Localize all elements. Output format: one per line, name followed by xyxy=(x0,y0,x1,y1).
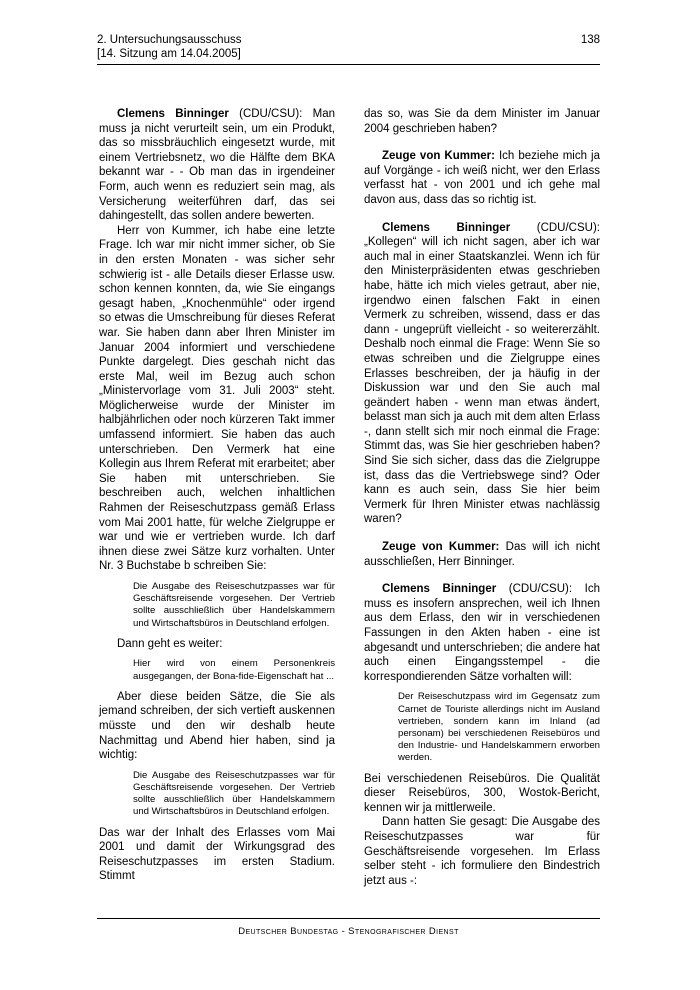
paragraph-text: Das will ich nicht ausschließen, Herr Binninger. xyxy=(364,541,600,568)
left-column xyxy=(99,107,335,884)
paragraph: Das war der Inhalt des Erlasses vom Mai 2001 und damit der Wirkungsgrad des Reiseschutzpasses im ersten Stadium. Stimmt xyxy=(99,826,335,883)
paragraph xyxy=(364,540,600,569)
paragraph xyxy=(364,149,600,207)
paragraph: Bei verschiedenen Reisebüros. Die Qualität dieser Reisebüros, 300, Wostok-Bericht, kennen wir ja mittlerweile. xyxy=(364,772,600,814)
session-info: [14. Sitzung am 14.04.2005] xyxy=(97,48,241,60)
speaker-name: Clemens Binninger xyxy=(382,583,497,596)
paragraph xyxy=(364,221,600,527)
page-header xyxy=(97,33,600,61)
paragraph-text: (CDU/CSU): Ich muss es insofern ansprechen, weil ich Ihnen aus dem Erlass, den wir in verschiedenen Fassungen in den Akten haben - eine ist abgesandt und unterschrieben; die andere hat auch einen Eingangsstempel - die korrespondierenden Sätze vorhalten will: xyxy=(364,583,600,683)
speaker-name: Zeuge von Kummer: xyxy=(382,541,500,554)
right-column xyxy=(364,107,600,888)
paragraph: Aber diese beiden Sätze, die Sie als jemand schreiben, der sich vertieft auskennen müsste und den wir deshalb heute Nachmittag und Abend hier haben, sind ja wichtig: xyxy=(99,690,335,762)
paragraph-text: (CDU/CSU): „Kollegen“ will ich nicht sagen, aber ich war auch mal in einer Staatskanzlei. Wenn ich für den Ministerpräsidenten etwas geschrieben habe, hätte ich mich vieles getraut, aber nie, irgendwo einen falschen Fakt in einen Vermerk zu schreiben, wissend, dass er das dann - ungeprüft vielleicht - so weitererzählt. Deshalb noch einmal die Frage: Wenn Sie so etwas schreiben und die Zielgruppe eines Erlasses beschreiben, der ja häufig in der Diskussion war und den Sie auch mal geändert haben - wenn man etwas ändert, belasst man sich ja auch mit dem alten Erlass -, dann stellt sich mir noch einmal die Frage: Stimmt das, was Sie hier geschrieben haben? Sind Sie sich sicher, dass das die Zielgruppe ist, dass das die Vertriebswege sind? Oder kann es auch sein, dass Sie hier beim Vermerk für Ihren Minister etwas nachlässig waren? xyxy=(364,221,600,526)
block-quote: Die Ausgabe des Reiseschutzpasses war für Geschäftsreisende vorgesehen. Der Vertrieb sollte ausschließlich über Handelskammern und Wirtschaftsbüros in Deutschland erfolgen. xyxy=(133,769,335,818)
paragraph-text: (CDU/CSU): Man muss ja nicht verurteilt sein, um ein Produkt, das so missbräuchlich eingesetzt wurde, mit einem Vertriebsnetz, wo die Hälfte dem BKA bekannt war - - Ob man das in irgendeiner Form, auch wenn es reduziert sein mag, als Versicherung weiterführen darf, das sei dahingestellt, das sollen andere bewerten. xyxy=(99,108,335,223)
paragraph: Dann geht es weiter: xyxy=(117,637,223,650)
page-number: 138 xyxy=(580,34,600,46)
paragraph: Herr von Kummer, ich habe eine letzte Frage. Ich war mir nicht immer sicher, ob Sie in den ersten Monaten - was sicher sehr schwierig ist - alle Details dieser Erlasse usw. schon kennen konnten, da, wie Sie eingangs gesagt haben, „Knochenmühle“ oder irgend so etwas die Umschreibung für dieses Referat war. Sie haben dann aber Ihren Minister im Januar 2004 informiert und verschiedene Punkte dargelegt. Dies geschah nicht das erste Mal, weil im Bezug auch schon „Ministervorlage vom 31. Juli 2003“ steht. Möglicherweise wurde der Minister im halbjährlichen oder noch kürzeren Takt immer umfassend informiert. Sie haben das auch unterschrieben. Den Vermerk hat eine Kollegin aus Ihrem Referat mit erarbeitet; aber Sie haben mit unterschrieben. Sie beschreiben auch, welchen inhaltlichen Rahmen der Reiseschutzpass gemäß Erlass vom Mai 2001 hatte, für welche Zielgruppe er war und wie er vertrieben wurde. Ich darf ihnen diese zwei Sätze kurz vorhalten. Unter Nr. 3 Buchstabe b schreiben Sie: xyxy=(99,224,335,573)
paragraph xyxy=(364,582,600,684)
speaker-name: Zeuge von Kummer: xyxy=(382,150,495,163)
footer-divider xyxy=(97,918,600,919)
committee-name: 2. Untersuchungsausschuss xyxy=(97,34,242,46)
block-quote: Hier wird von einem Personenkreis ausgegangen, der Bona-fide-Eigenschaft hat ... xyxy=(133,658,335,682)
speaker-name: Clemens Binninger xyxy=(117,108,229,120)
block-quote: Der Reiseschutzpass wird im Gegensatz zum Carnet de Touriste allerdings nicht im Ausland vertrieben, sondern kann im Inland (ad personam) bei verschiedenen Reisebüros und den Industrie- und Handelskammern erworben werden. xyxy=(398,691,600,764)
block-quote: Die Ausgabe des Reiseschutzpasses war für Geschäftsreisende vorgesehen. Der Vertrieb sollte ausschließlich über Handelskammern und Wirtschaftsbüros in Deutschland erfolgen. xyxy=(133,581,335,629)
header-divider xyxy=(97,64,600,65)
paragraph: das so, was Sie da dem Minister im Januar 2004 geschrieben haben? xyxy=(364,108,600,135)
paragraph-text: Ich beziehe mich ja auf Vorgänge - ich weiß nicht, wer den Erlass verfasst hat - von 2001 und ich gehe mal davon aus, dass das so richtig ist. xyxy=(364,150,600,206)
speaker-name: Clemens Binninger xyxy=(382,221,511,234)
page-footer: Deutscher Bundestag - Stenografischer Dienst xyxy=(238,926,459,937)
paragraph: Dann hatten Sie gesagt: Die Ausgabe des Reiseschutzpasses war für Geschäftsreisende vorgesehen. Im Erlass selber steht - ich formuliere den Bindestrich jetzt aus -: xyxy=(364,816,600,887)
paragraph xyxy=(99,107,335,224)
